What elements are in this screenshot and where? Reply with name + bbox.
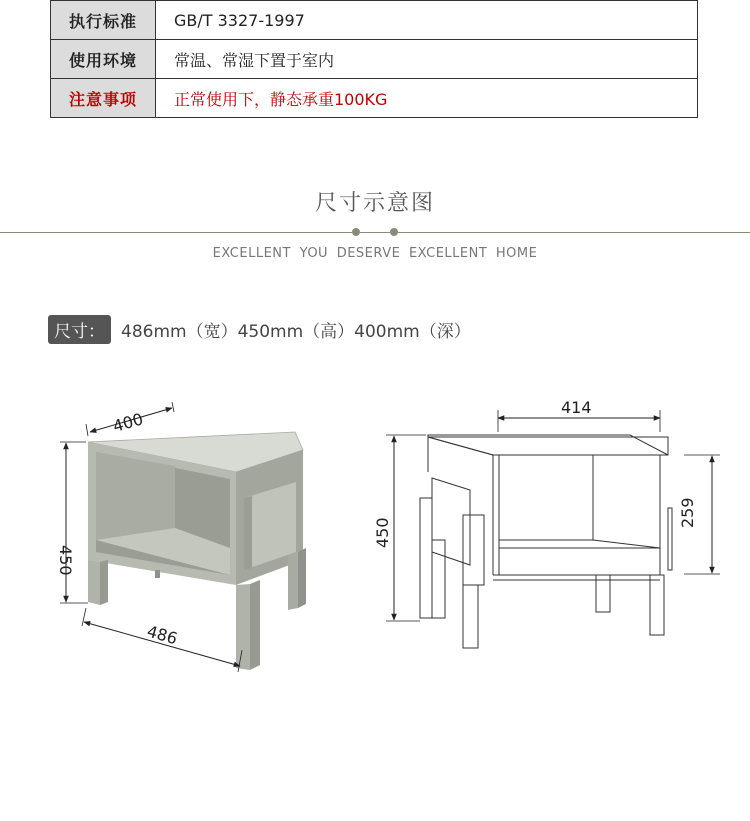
section-subtitle: EXCELLENT YOU DESERVE EXCELLENT HOME — [212, 246, 538, 261]
section-title: 尺寸示意图 — [314, 191, 435, 216]
divider-middle — [360, 232, 390, 233]
dim-ext-line — [172, 402, 174, 412]
divider-dot-right — [390, 228, 398, 236]
spec-row-environment — [51, 40, 698, 79]
cabinet-3d-illustration — [88, 432, 306, 670]
spec-value: 常温、常湿下置于室内 — [156, 40, 698, 79]
dim-label-height-right: 450 — [373, 517, 392, 548]
dim-ext-line — [86, 424, 88, 436]
dim-label-width: 486 — [144, 621, 180, 649]
divider-dot-left — [352, 228, 360, 236]
cabinet-line-drawing — [420, 435, 672, 648]
dim-ext-line — [82, 608, 86, 626]
spec-key: 注意事项 — [51, 79, 156, 118]
dim-label-width-right: 414 — [561, 398, 592, 417]
size-row — [48, 315, 471, 344]
size-label: 尺寸： — [48, 315, 111, 344]
spec-row-standard — [51, 1, 698, 40]
size-text: 486mm（宽）450mm（高）400mm（深） — [121, 322, 471, 342]
dim-label-inner-height: 259 — [678, 497, 697, 528]
spec-key: 使用环境 — [51, 40, 156, 79]
divider-right — [398, 232, 750, 233]
dim-label-height-left: 450 — [56, 545, 75, 576]
divider-left — [0, 232, 352, 233]
spec-table — [50, 0, 698, 118]
spec-key: 执行标准 — [51, 1, 156, 40]
spec-value: GB/T 3327-1997 — [156, 1, 698, 40]
spec-value: 正常使用下，静态承重100KG — [156, 79, 698, 118]
dimension-drawing — [0, 380, 750, 690]
spec-row-notice — [51, 79, 698, 118]
dim-label-depth: 400 — [110, 409, 146, 436]
